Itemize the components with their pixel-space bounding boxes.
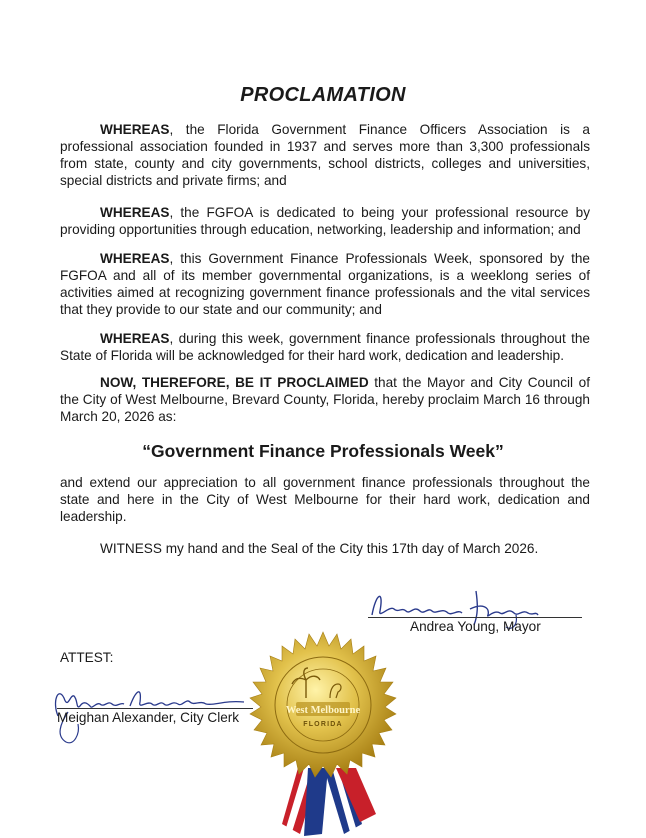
seal-ribbon xyxy=(282,768,376,836)
mayor-name: Andrea Young, Mayor xyxy=(410,619,541,634)
whereas-text: , the FGFOA is dedicated to being your professional resource by providing opportunities through education, networking, leadership and information; and xyxy=(60,205,590,237)
whereas-lead: WHEREAS xyxy=(100,205,170,220)
proclaim-text: that the Mayor and City Council of the City of West Melbourne, Brevard County, Florida, hereby proclaim March 16 through March 20, 2026 as: xyxy=(60,375,590,424)
proclaim-lead: NOW, THEREFORE, BE IT PROCLAIMED xyxy=(100,375,369,390)
whereas-paragraph-4 xyxy=(60,330,590,364)
whereas-lead: WHEREAS xyxy=(100,122,170,137)
mayor-signature-line xyxy=(368,617,582,618)
city-seal-icon xyxy=(238,628,408,838)
clerk-signature-line xyxy=(57,708,253,709)
whereas-paragraph-2 xyxy=(60,204,590,238)
whereas-text: , during this week, government finance professionals throughout the State of Florida will be acknowledged for their hard work, dedication and leadership. xyxy=(60,331,590,363)
attest-label: ATTEST: xyxy=(60,650,114,665)
clerk-name: Meighan Alexander, City Clerk xyxy=(57,710,240,725)
whereas-text: , the Florida Government Finance Officers Association is a professional association founded in 1937 and serves more than 3,300 professionals from state, county and city governments, school districts, colleges and universities, special districts and private firms; and xyxy=(60,122,590,188)
whereas-lead: WHEREAS xyxy=(100,251,170,266)
closing-paragraph: and extend our appreciation to all government finance professionals throughout the state and here in the City of West Melbourne for their hard work, dedication and leadership. xyxy=(60,475,590,524)
seal-state: FLORIDA xyxy=(303,721,343,728)
seal-city-name: West Melbourne xyxy=(285,705,361,716)
witness-statement: WITNESS my hand and the Seal of the City this 17th day of March 2026. xyxy=(100,541,539,556)
whereas-text: , this Government Finance Professionals Week, sponsored by the FGFOA and all of its member governmental organizations, is a weeklong series of activities aimed at recognizing government finance professionals and the vital services that they provide to our state and our community; and xyxy=(60,251,590,317)
whereas-paragraph-1 xyxy=(60,121,590,189)
page-title: PROCLAMATION xyxy=(240,84,406,106)
whereas-paragraph-3 xyxy=(60,250,590,318)
whereas-lead: WHEREAS xyxy=(100,331,170,346)
proclaim-paragraph xyxy=(60,374,590,425)
proclaimed-week-name: “Government Finance Professionals Week” xyxy=(142,441,504,461)
